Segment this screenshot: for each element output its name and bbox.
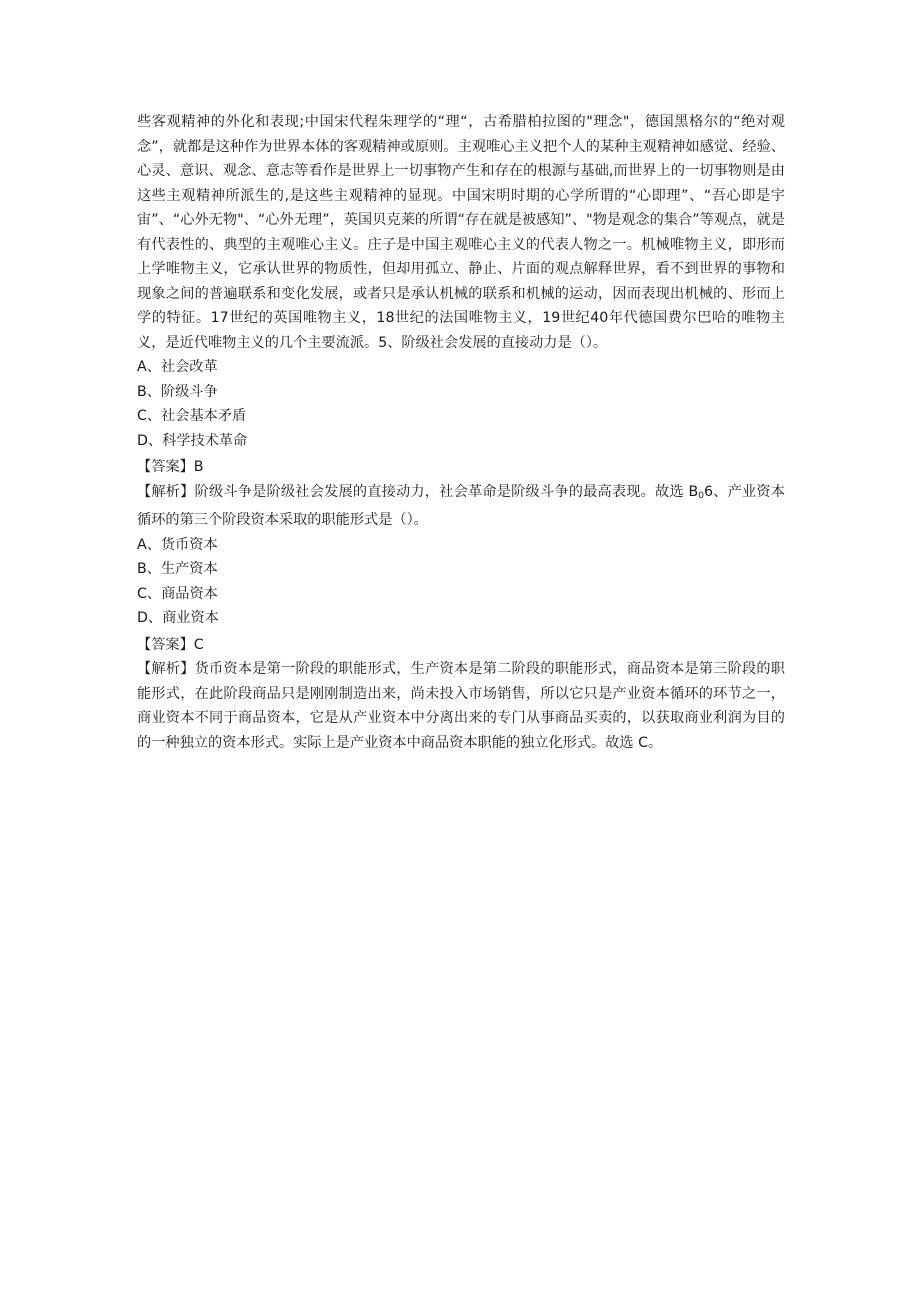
q5-option-a: A、社会改革	[137, 359, 218, 375]
q5-option-d: D、科学技术革命	[137, 432, 248, 449]
q6-answer: 【答案】C	[137, 636, 204, 653]
q6-option-c: C、商品资本	[137, 585, 218, 602]
q6-option-d: D、商业资本	[137, 610, 219, 626]
q5-analysis	[137, 480, 785, 533]
q6-option-a: A、货币资本	[137, 536, 218, 553]
question-6-options	[137, 533, 785, 631]
document-page	[137, 110, 785, 755]
q5-analysis-subscript: 0	[698, 490, 705, 501]
question-5-options	[137, 355, 785, 453]
q5-analysis-main: 【解析】阶级斗争是阶级社会发展的直接动力，社会革命是阶级斗争的最高表现。故选 B	[137, 483, 699, 500]
q6-analysis: 【解析】货币资本是第一阶段的职能形式，生产资本是第二阶段的职能形式，商品资本是第三阶段的职能形式，在此阶段商品只是刚刚制造出来，尚未投入市场销售，所以它只是产业资本循环的环节之一，商业资本不同于商品资本，它是从产业资本中分离出来的专门从事商品买卖的，以获取商业利润为目的的一种独立的资本形式。实际上是产业资本中商品资本职能的独立化形式。故选 C。	[137, 661, 785, 751]
q5-option-b: B、阶级斗争	[137, 383, 218, 400]
q5-answer: 【答案】B	[137, 459, 204, 475]
q6-question: 6、产业资本循环的第三个阶段资本采取的职能形式是（）。	[137, 483, 785, 528]
q6-option-b: B、生产资本	[137, 561, 218, 577]
intro-paragraph: 些客观精神的外化和表现;中国宋代程朱理学的“理“，古希腊柏拉图的"理念"，德国黑格尔的“绝对观念”，就都是这种作为世界本体的客观精神或原则。主观唯心主义把个人的某种主观精神如感觉、经验、心灵、意识、观念、意志等看作是世界上一切事物产生和存在的根源与基础,而世界上的一切事物则是由这些主观精神所派生的,是这些主观精神的显现。中国宋明时期的心学所谓的“心即理”、“吾心即是宇宙”、“心外无物"、“心外无理”，英国贝克莱的所谓“存在就是被感知”、"物是观念的集合”等观点，就是有代表性的、典型的主观唯心主义。庄子是中国主观唯心主义的代表人物之一。机械唯物主义，即形而上学唯物主义，它承认世界的物质性，但却用孤立、静止、片面的观点解释世界，看不到世界的事物和现象之间的普遍联系和变化发展，或者只是承认机械的联系和机械的运动，因而表现出机械的、形而上学的特征。17世纪的英国唯物主义，18世纪的法国唯物主义，19世纪40年代德国费尔巴哈的唯物主义，是近代唯物主义的几个主要流派。5、阶级社会发展的直接动力是（）。	[137, 114, 785, 351]
q5-option-c: C、社会基本矛盾	[137, 408, 247, 424]
